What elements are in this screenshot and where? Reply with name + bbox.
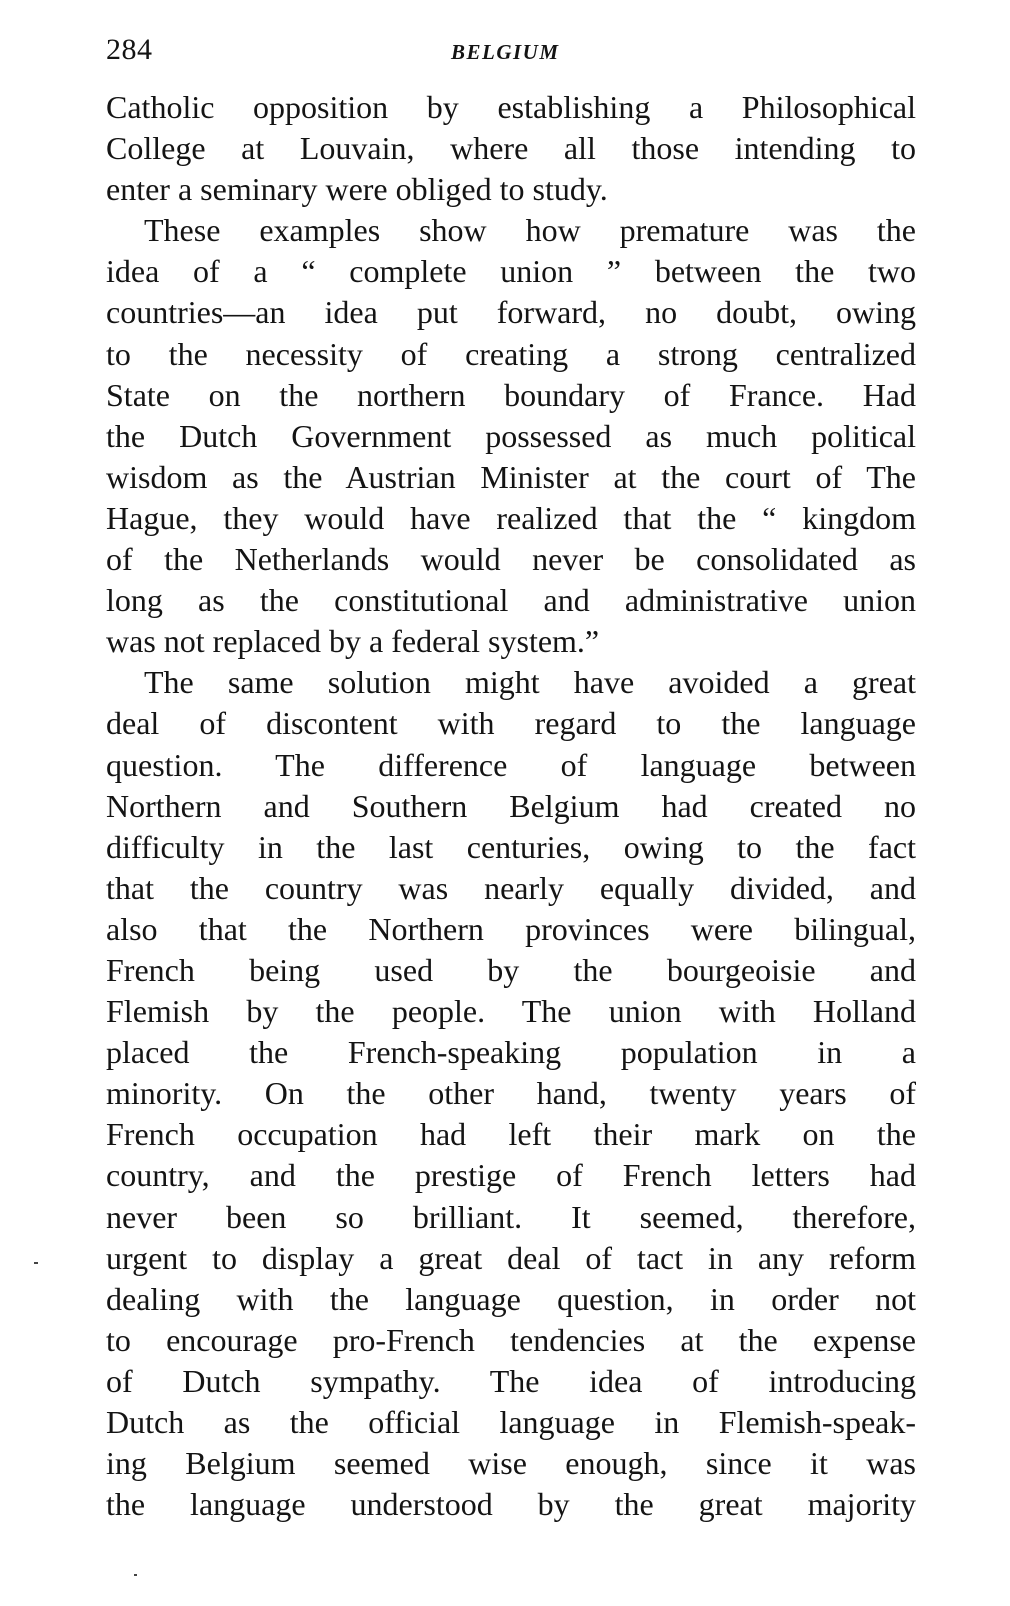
text-line: of the Netherlands would never be consolidated as: [106, 541, 916, 578]
text-line: to the necessity of creating a strong centralized: [106, 335, 916, 372]
text-line: The same solution might have avoided a great: [144, 664, 916, 701]
margin-mark: [34, 1262, 38, 1264]
text-line: difficulty in the last centuries, owing to the fact: [106, 828, 916, 865]
text-line: minority. On the other hand, twenty years of: [106, 1075, 916, 1112]
text-line: long as the constitutional and administrative union: [106, 582, 916, 619]
text-line: placed the French-speaking population in a: [106, 1034, 916, 1071]
text-line: French occupation had left their mark on the: [106, 1116, 916, 1153]
text-line: never been so brilliant. It seemed, therefore,: [106, 1198, 916, 1235]
text-line: deal of discontent with regard to the language: [106, 705, 916, 742]
text-line: State on the northern boundary of France. Had: [106, 376, 916, 413]
text-line: dealing with the language question, in order not: [106, 1280, 916, 1317]
text-line: the Dutch Government possessed as much political: [106, 417, 916, 454]
text-line: idea of a “ complete union ” between the two: [106, 253, 916, 290]
running-title: BELGIUM: [451, 40, 560, 64]
text-line: ing Belgium seemed wise enough, since it was: [106, 1445, 916, 1482]
text-line: Dutch as the official language in Flemish-speak-: [106, 1404, 916, 1440]
body-text: [106, 87, 916, 1525]
text-line: also that the Northern provinces were bilingual,: [106, 910, 916, 947]
text-line: wisdom as the Austrian Minister at the court of The: [106, 458, 916, 495]
text-line: Catholic opposition by establishing a Philosophical: [106, 89, 916, 125]
page-number: 284: [106, 33, 153, 66]
text-line: These examples show how premature was the: [144, 212, 916, 249]
text-line: question. The difference of language between: [106, 746, 916, 783]
text-line: countries—an idea put forward, no doubt, owing: [106, 294, 916, 331]
text-line: French being used by the bourgeoisie and: [106, 951, 916, 988]
text-line: to encourage pro-French tendencies at the expense: [106, 1321, 916, 1358]
text-line: of Dutch sympathy. The idea of introducing: [106, 1362, 916, 1399]
running-head: [106, 30, 916, 70]
text-line: country, and the prestige of French letters had: [106, 1157, 916, 1194]
text-line: College at Louvain, where all those intending to: [106, 130, 916, 167]
text-line: Northern and Southern Belgium had created no: [106, 787, 916, 824]
text-line: that the country was nearly equally divided, and: [106, 869, 916, 906]
text-line: Hague, they would have realized that the “ kingdom: [106, 499, 916, 536]
text-line: enter a seminary were obliged to study.: [106, 171, 608, 208]
text-line: urgent to display a great deal of tact in any reform: [106, 1239, 916, 1276]
text-line: Flemish by the people. The union with Holland: [106, 993, 916, 1030]
margin-mark: [134, 1574, 137, 1576]
text-line: was not replaced by a federal system.”: [106, 623, 600, 660]
text-line: the language understood by the great majority: [106, 1486, 916, 1523]
